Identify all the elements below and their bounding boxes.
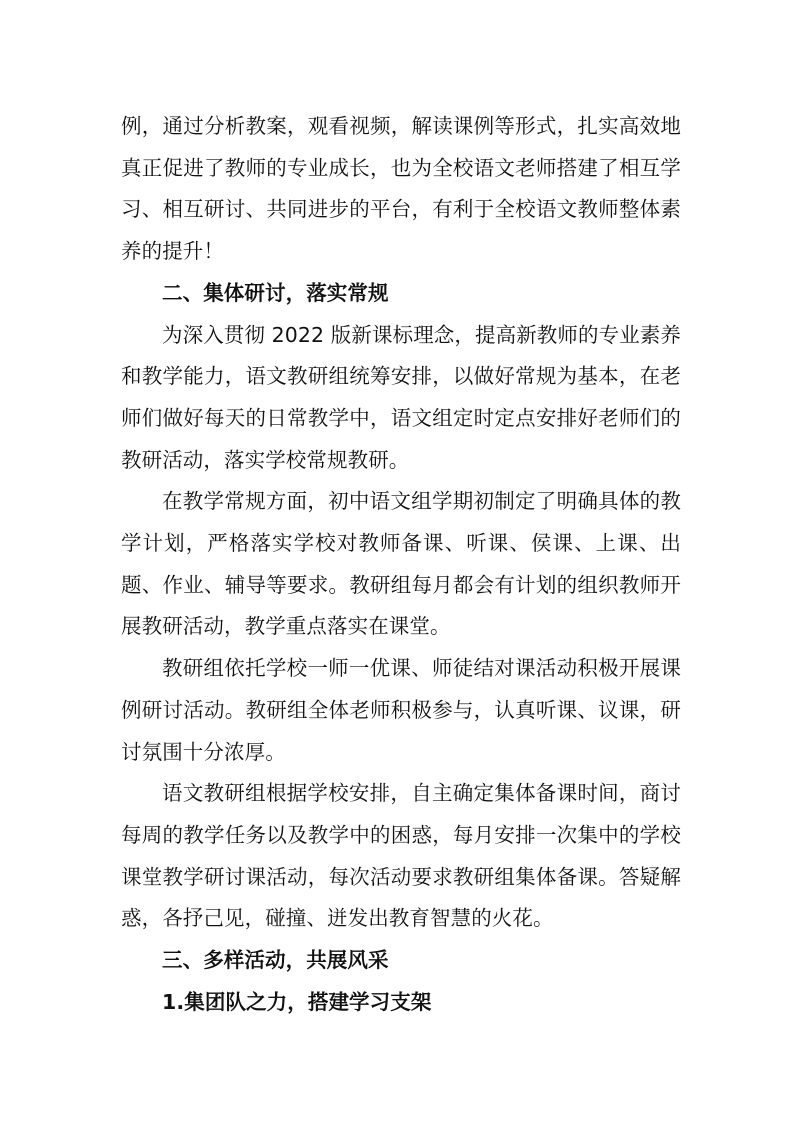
- paragraph: 在教学常规方面，初中语文组学期初制定了明确具体的教学计划，严格落实学校对教师备课、听课、侯课、上课、出题、作业、辅导等要求。教研组每月都会有计划的组织教师开展教研活动，教学重点落实在课堂。: [121, 489, 681, 639]
- section-heading-2: 二、集体研讨，落实常规: [162, 280, 389, 305]
- paragraph: 为深入贯彻 2022 版新课标理念，提高新教师的专业素养和教学能力，语文教研组统筹安排，以做好常规为基本，在老师们做好每天的日常教学中，语文组定时定点安排好老师们的教研活动，落实学校常规教研。: [121, 322, 682, 472]
- document-body: [121, 106, 681, 1023]
- subsection-heading-1: 1.集团队之力，搭建学习支架: [162, 989, 432, 1014]
- paragraph: 语文教研组根据学校安排，自主确定集体备课时间，商讨每周的教学任务以及教学中的困惑，每月安排一次集中的学校课堂教学研讨课活动，每次活动要求教研组集体备课。答疑解惑，各抒己见，碰撞、迸发出教育智慧的火花。: [121, 781, 681, 931]
- paragraph: 教研组依托学校一师一优课、师徒结对课活动积极开展课例研讨活动。教研组全体老师积极参与，认真听课、议课，研讨氛围十分浓厚。: [121, 656, 681, 764]
- paragraph-continuation: 例，通过分析教案，观看视频，解读课例等形式，扎实高效地真正促进了教师的专业成长，也为全校语文老师搭建了相互学习、相互研讨、共同进步的平台，有利于全校语文教师整体素养的提升！: [121, 114, 681, 264]
- section-heading-3: 三、多样活动，共展风采: [162, 948, 389, 973]
